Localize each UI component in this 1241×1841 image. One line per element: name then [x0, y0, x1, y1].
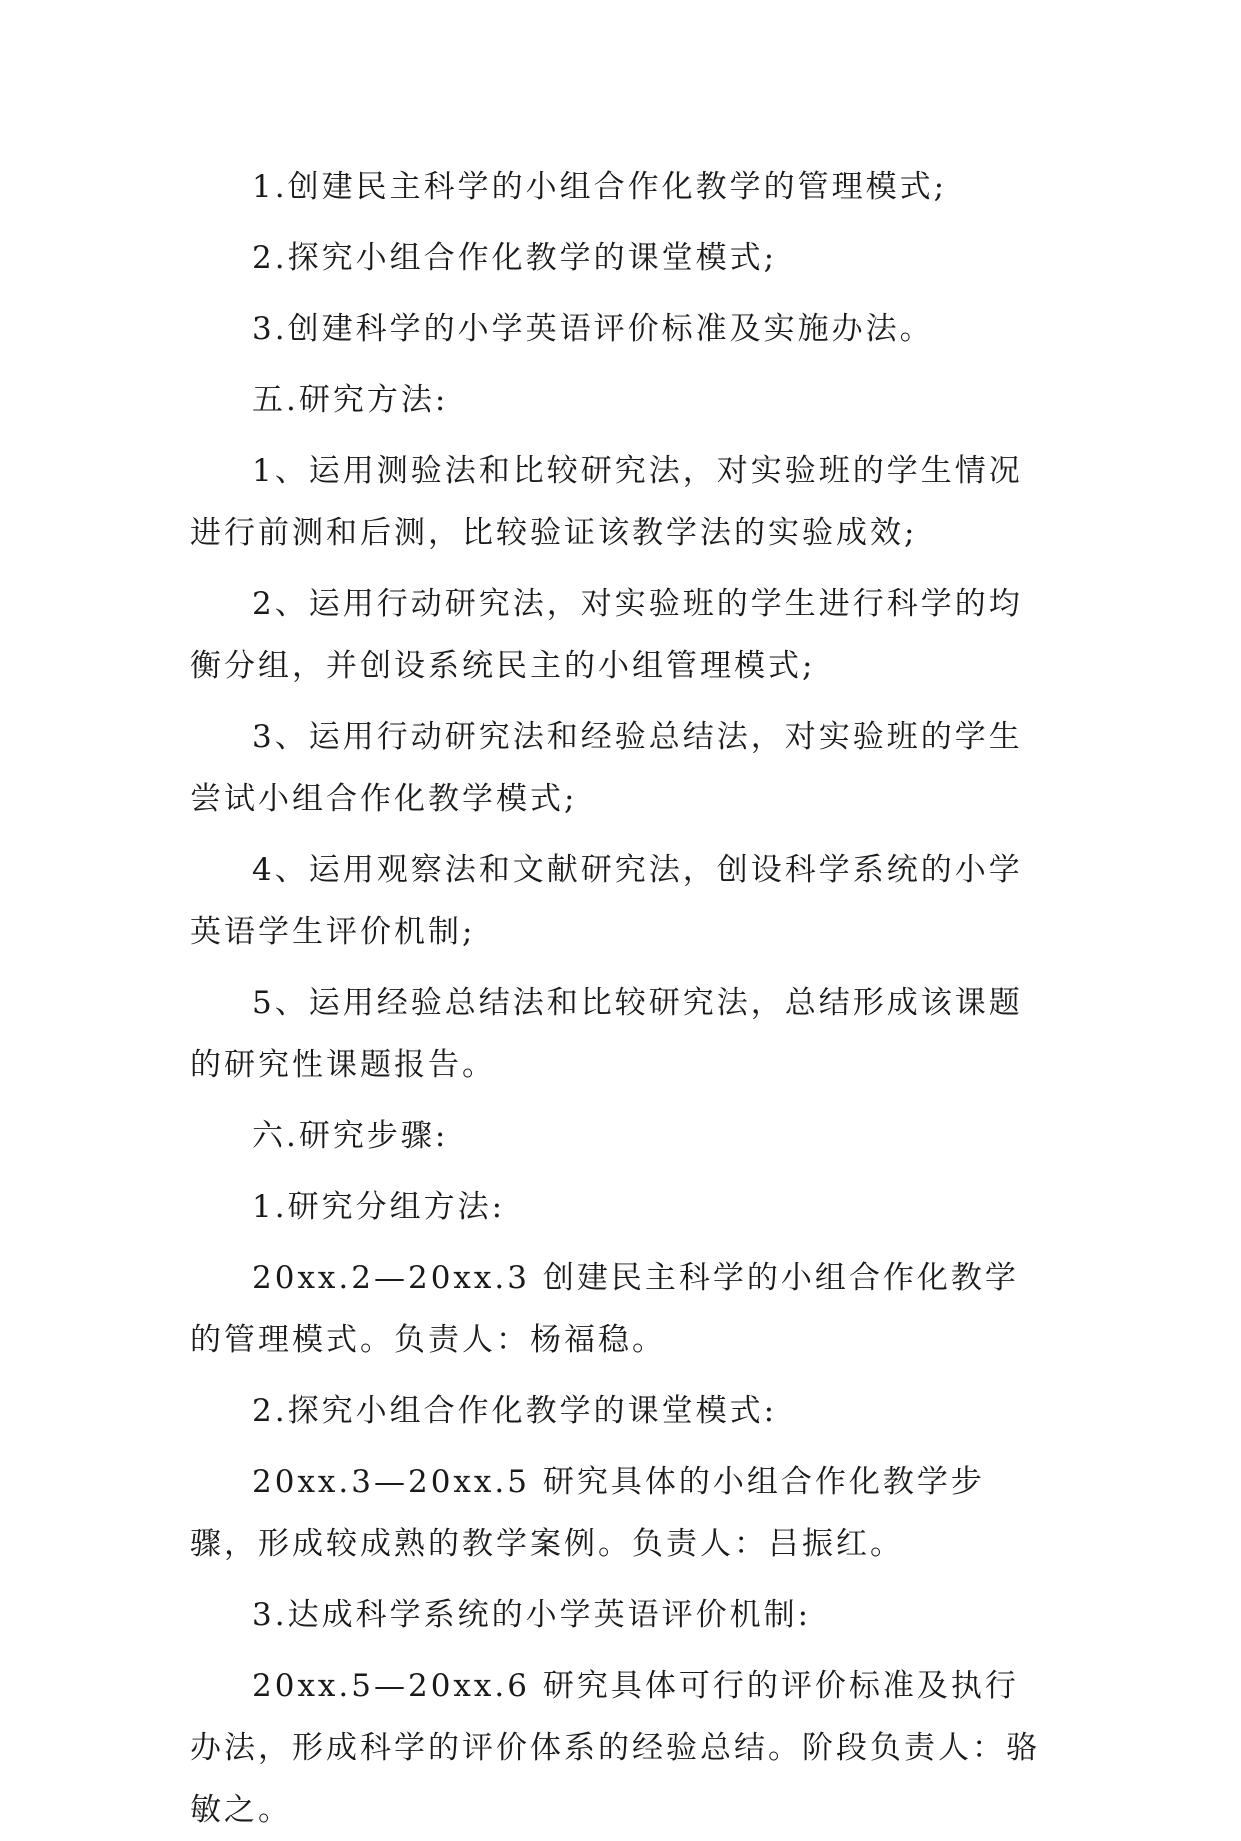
step-3-detail: 20xx.5—20xx.6 研究具体可行的评价标准及执行办法，形成科学的评价体系的经验总结。阶段负责人：骆敏之。: [190, 1668, 1040, 1828]
step-3-title: 3.达成科学系统的小学英语评价机制:: [252, 1597, 812, 1633]
paragraph-goal-2: 2.探究小组合作化教学的课堂模式;: [252, 240, 778, 276]
step-2-title: 2.探究小组合作化教学的课堂模式:: [252, 1393, 778, 1429]
step-1-detail: 20xx.2—20xx.3 创建民主科学的小组合作化教学的管理模式。负责人：杨福稳。: [190, 1260, 1019, 1358]
paragraph-method-1: 1、运用测验法和比较研究法，对实验班的学生情况进行前测和后测，比较验证该教学法的实验成效;: [190, 453, 1023, 551]
paragraph-method-4: 4、运用观察法和文献研究法，创设科学系统的小学英语学生评价机制;: [190, 852, 1023, 950]
section-heading-steps: 六.研究步骤:: [252, 1118, 449, 1154]
paragraph-method-2: 2、运用行动研究法，对实验班的学生进行科学的均衡分组，并创设系统民主的小组管理模式;: [190, 586, 1023, 684]
document-body: [190, 156, 1052, 1841]
section-heading-methods: 五.研究方法:: [252, 382, 449, 418]
paragraph-method-5: 5、运用经验总结法和比较研究法，总结形成该课题的研究性课题报告。: [190, 985, 1023, 1083]
paragraph-goal-3: 3.创建科学的小学英语评价标准及实施办法。: [252, 311, 934, 347]
step-1-title: 1.研究分组方法:: [252, 1189, 506, 1225]
paragraph-goal-1: 1.创建民主科学的小组合作化教学的管理模式;: [252, 169, 948, 205]
step-2-detail: 20xx.3—20xx.5 研究具体的小组合作化教学步骤，形成较成熟的教学案例。负责人：吕振红。: [190, 1464, 985, 1562]
paragraph-method-3: 3、运用行动研究法和经验总结法，对实验班的学生尝试小组合作化教学模式;: [190, 719, 1023, 817]
